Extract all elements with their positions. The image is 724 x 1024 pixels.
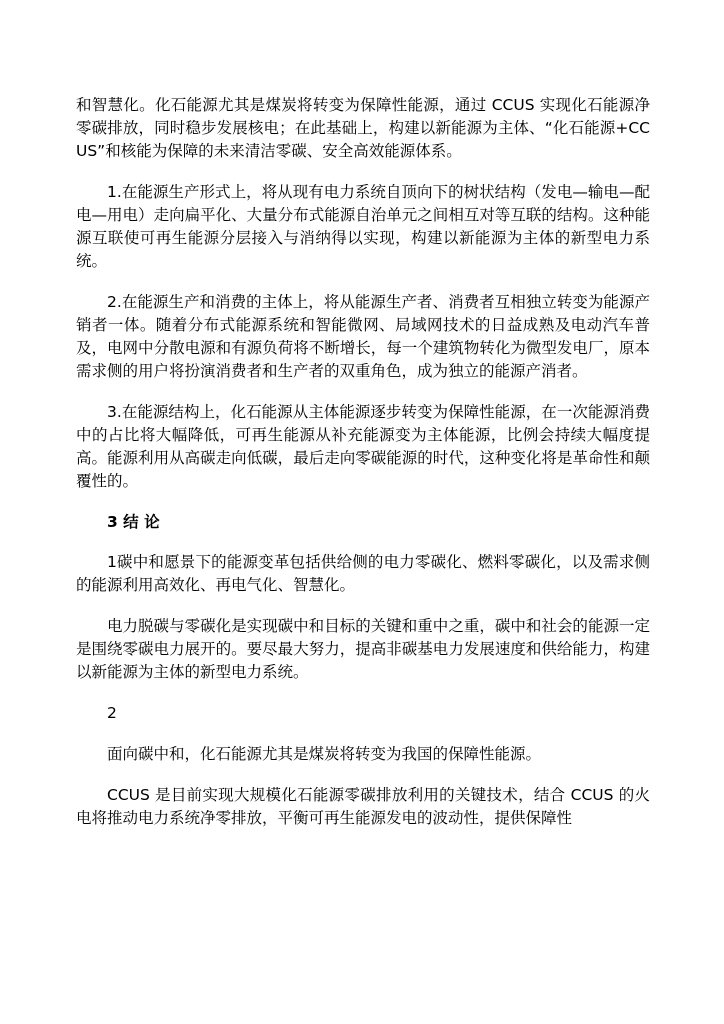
paragraph-point-1: 1.在能源生产形式上，将从现有电力系统自顶向下的树状结构（发电—输电—配电—用电）走向扁平化、大量分布式能源自治单元之间相互对等互联的结构。这种能源互联使可再生能源分层接入与消纳得以实现，构建以新能源为主体的新型电力系统。	[76, 183, 650, 270]
paragraph-number-2: 2	[107, 704, 117, 722]
paragraph-point-2: 2.在能源生产和消费的主体上，将从能源生产者、消费者互相独立转变为能源产销者一体。随着分布式能源系统和智能微网、局域网技术的日益成熟及电动汽车普及，电网中分散电源和有源负荷将不断增长，每一个建筑物转化为微型发电厂，原本需求侧的用户将扮演消费者和生产者的双重角色，成为独立的能源产消者。	[76, 293, 650, 380]
paragraph-ccus: CCUS 是目前实现大规模化石能源零碳排放利用的关键技术，结合 CCUS 的火电将推动电力系统净零排放，平衡可再生能源发电的波动性，提供保障性	[76, 786, 650, 827]
paragraph-point-3: 3.在能源结构上，化石能源从主体能源逐步转变为保障性能源，在一次能源消费中的占比将大幅降低，可再生能源从补充能源变为主体能源，比例会持续大幅度提高。能源利用从高碳走向低碳，最后走向零碳能源的时代，这种变化将是革命性和颠覆性的。	[76, 403, 650, 490]
paragraph-conclusion-1: 1碳中和愿景下的能源变革包括供给侧的电力零碳化、燃料零碳化，以及需求侧的能源利用高效化、再电气化、智慧化。	[76, 553, 650, 594]
document-page	[76, 94, 650, 848]
section-heading-conclusion: 3 结 论	[107, 513, 160, 531]
paragraph-power-decarbonization: 电力脱碳与零碳化是实现碳中和目标的关键和重中之重，碳中和社会的能源一定是围绕零碳电力展开的。要尽最大努力，提高非碳基电力发展速度和供给能力，构建以新能源为主体的新型电力系统。	[76, 617, 650, 681]
paragraph-intro: 和智慧化。化石能源尤其是煤炭将转变为保障性能源，通过 CCUS 实现化石能源净零碳排放，同时稳步发展核电；在此基础上，构建以新能源为主体、“化石能源+CCUS”和核能为保障的未来清洁零碳、安全高效能源体系。	[76, 96, 650, 160]
paragraph-fossil-energy: 面向碳中和，化石能源尤其是煤炭将转变为我国的保障性能源。	[107, 745, 542, 763]
